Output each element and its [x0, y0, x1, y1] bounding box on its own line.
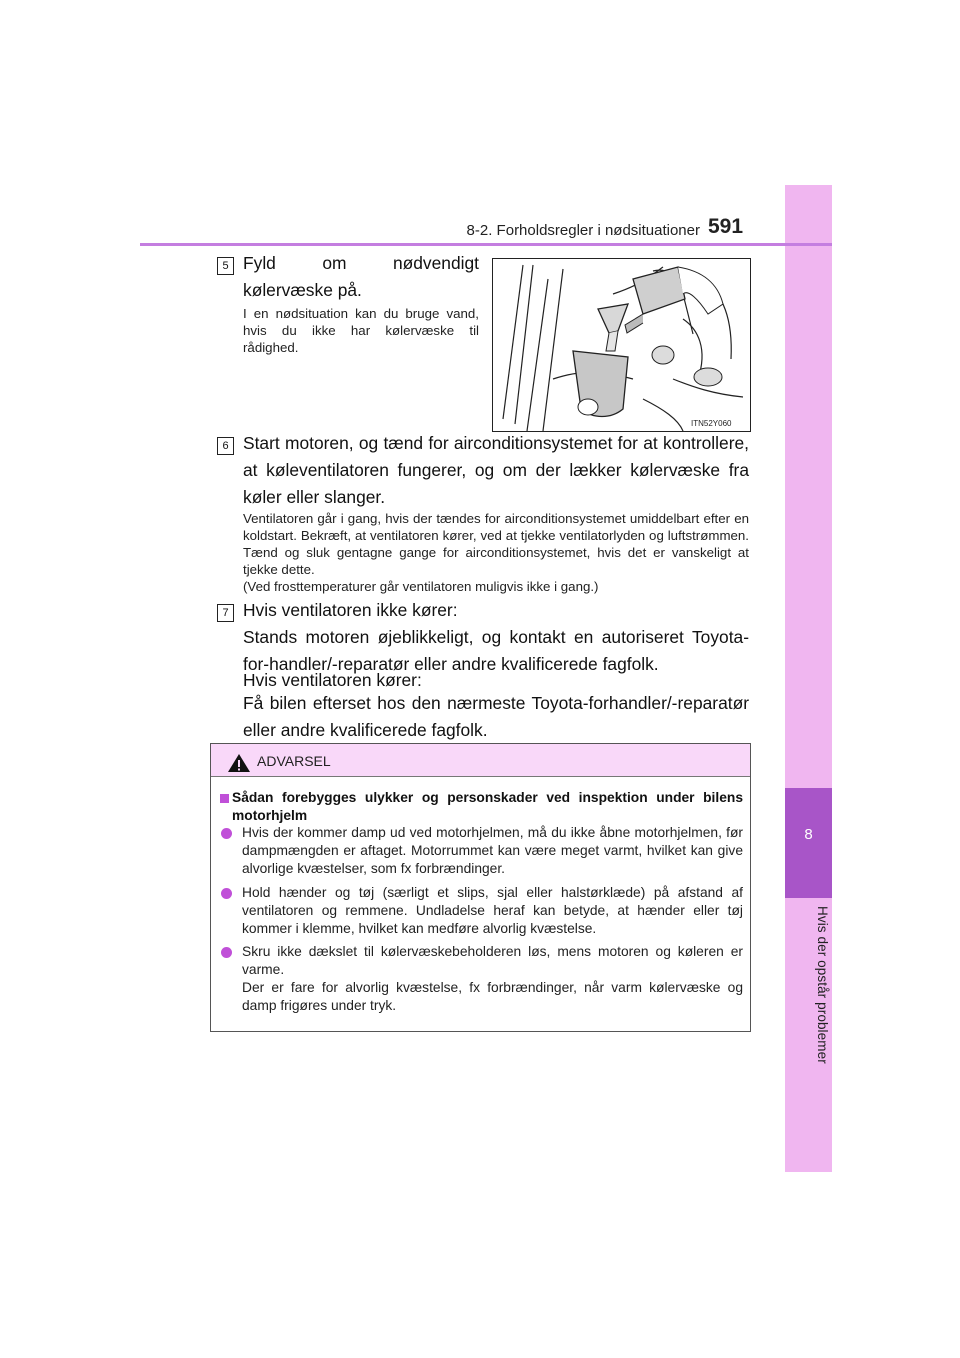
chapter-number-box [785, 788, 832, 898]
header-rule [140, 243, 832, 246]
chapter-number: 8 [804, 826, 813, 843]
warning-bullet-3-continued: Der er fare for alvorlig kvæstelse, fx forbrændinger, når varm kølervæske og damp frigøres under tryk. [242, 980, 743, 1013]
step-5-note: I en nødsituation kan du bruge vand, hvis du ikke har kølervæske til rådighed. [243, 306, 479, 355]
page-number: 591 [708, 215, 744, 238]
step-6-text: Start motoren, og tænd for airconditionsystemet for at kontrollere, at køleventilatoren fungerer, og om der lækker kølervæske fra køler eller slanger. [243, 433, 749, 507]
step-6-note: Ventilatoren går i gang, hvis der tændes for airconditionsystemet umiddelbart efter en koldstart. Bekræft, at ventilatoren kører, ved at tjekke ventilatorlyden og luftstrømmen. Tænd og sluk gentagne gange for airconditionsystemet, hvis det er vanskeligt at tjekke dette. [243, 511, 749, 577]
warning-triangle-icon [227, 753, 251, 773]
step-6-note-frost: (Ved frosttemperaturer går ventilatoren muligvis ikke i gang.) [243, 579, 599, 594]
warning-box [210, 743, 751, 1032]
step-5-text: Fyld om nødvendigt kølervæske på. [243, 253, 479, 300]
warning-bullet-1: Hvis der kommer damp ud ved motorhjelmen, må du ikke åbne motorhjelmen, før dampmængden er aftaget. Motorrummet kan være meget varmt, hvilket kan give alvorlige kvæstelser, som fx forbrændinger. [242, 825, 743, 876]
engine-bay-drawing [493, 259, 750, 431]
warning-bullet-2: Hold hænder og tøj (særligt et slips, sjal eller halstørklæde) på afstand af ventilatoren og remmene. Undladelse heraf kan betyde, at hænder eller tøj kommer i klemme, hvilket kan medføre alvorlig kvæstelse. [242, 885, 743, 936]
step-number-7: 7 [217, 604, 234, 622]
chapter-title: Hvis der opstår problemer [815, 906, 830, 1064]
bullet-dot-2 [221, 888, 232, 899]
bullet-dot-3 [221, 947, 232, 958]
warning-header [211, 744, 750, 777]
bullet-dot-1 [221, 828, 232, 839]
warning-title: ADVARSEL [257, 753, 331, 769]
step-number-5: 5 [217, 257, 234, 275]
step-7-action-off: Stands motoren øjeblikkeligt, og kontakt en autoriseret Toyota-for-handler/-reparatør eller andre kvalificerede fagfolk. [243, 627, 749, 674]
step-7-condition-off: Hvis ventilatoren ikke kører: [243, 600, 458, 620]
illustration-code: ITN52Y060 [691, 419, 732, 428]
coolant-refill-illustration [492, 258, 751, 432]
step-7-action-on: Få bilen efterset hos den nærmeste Toyota-forhandler/-reparatør eller andre kvalificerede fagfolk. [243, 693, 749, 740]
step-number-6: 6 [217, 437, 234, 455]
section-title: 8-2. Forholdsregler i nødsituationer [466, 222, 700, 239]
warning-heading: Sådan forebygges ulykker og personskader ved inspektion under bilens motorhjelm [232, 790, 743, 823]
warning-bullet-3: Skru ikke dækslet til kølervæskebeholderen løs, mens motoren og køleren er varme. [242, 944, 743, 977]
step-7-condition-on: Hvis ventilatoren kører: [243, 670, 422, 690]
heading-bullet-square [220, 794, 229, 803]
